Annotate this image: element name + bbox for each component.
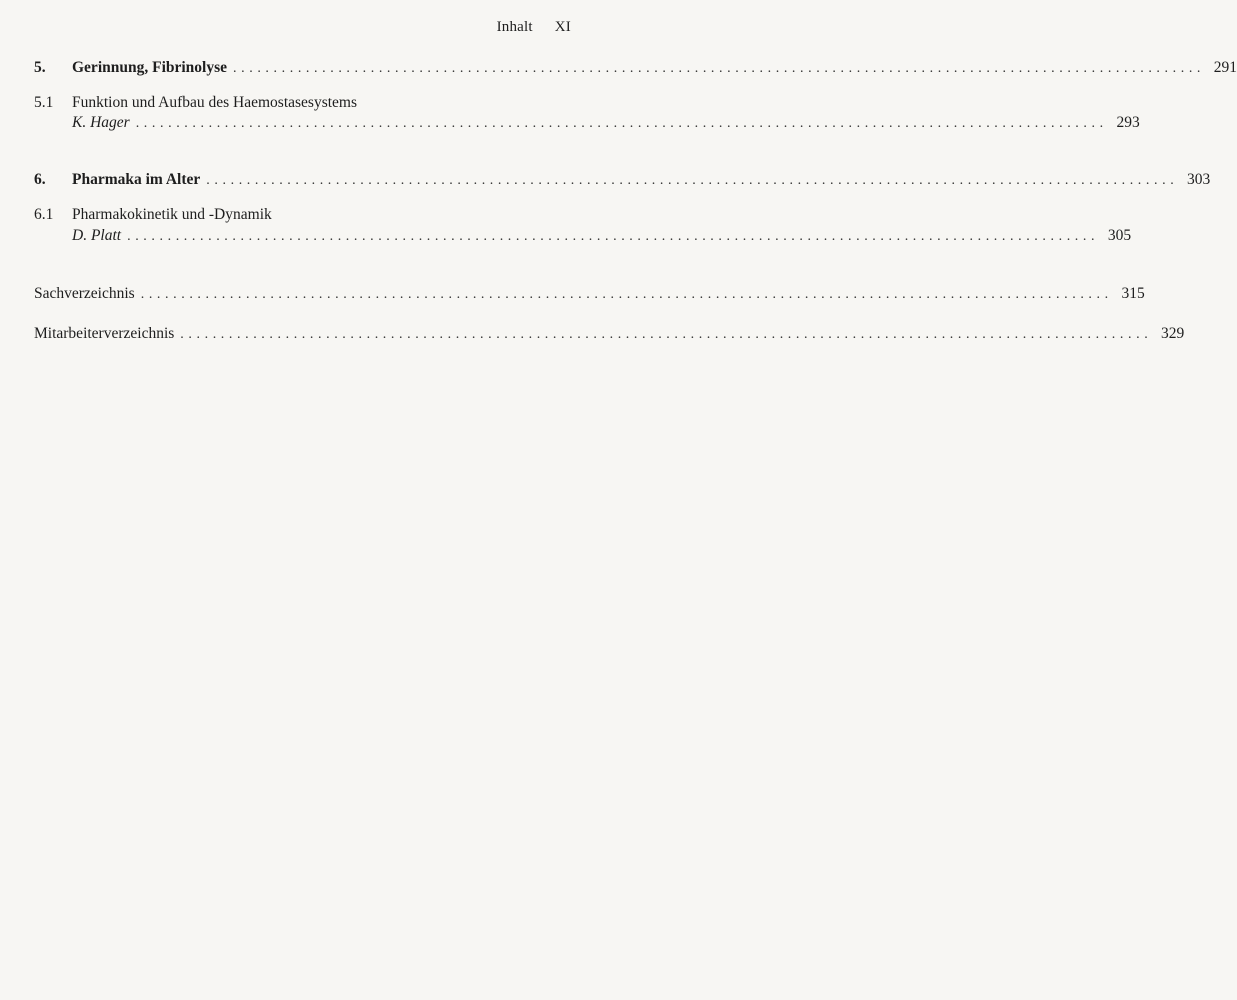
- toc-entry-page: 303: [1187, 171, 1211, 188]
- toc-entry-page: 293: [1116, 114, 1140, 131]
- toc-entry-number: 6.1: [34, 206, 54, 223]
- dot-leader: ........................................................................................................................: [127, 229, 1100, 244]
- running-head-page-number: XI: [554, 19, 571, 35]
- dot-leader: ........................................................................................................................: [140, 287, 1113, 302]
- toc-entry-title: Gerinnung, Fibrinolyse: [72, 59, 228, 76]
- toc-entry-title: Pharmakokinetik und -Dynamik: [72, 206, 272, 223]
- toc-entry-chapter-5: [34, 58, 1237, 78]
- toc-entry-number: 5.: [34, 59, 46, 76]
- dot-leader: ........................................................................................................................: [180, 327, 1153, 342]
- dot-leader: ........................................................................................................................: [206, 173, 1179, 188]
- toc-entry-title: Funktion und Aufbau des Haemostasesystems: [72, 94, 358, 111]
- toc-entry-page: 315: [1121, 285, 1145, 302]
- toc-entry-author-5-1: [34, 113, 1140, 133]
- dot-leader: ........................................................................................................................: [135, 116, 1108, 131]
- toc-entry-contributors: [34, 324, 1185, 344]
- toc-entry-title: Sachverzeichnis: [34, 285, 135, 302]
- toc-entry-chapter-6: [34, 170, 1211, 190]
- toc-entry-author-6-1: [34, 226, 1132, 246]
- toc-entry-number: 6.: [34, 171, 46, 188]
- toc-entry-page: 291: [1213, 59, 1237, 76]
- toc-entry-subject-index: [34, 284, 1145, 304]
- toc-entry-number: 5.1: [34, 94, 54, 111]
- toc-entry-section-5-1: [34, 93, 572, 113]
- dot-leader: ........................................................................................................................: [233, 61, 1206, 76]
- toc-entry-title: Pharmaka im Alter: [72, 171, 201, 188]
- toc-entry-author: D. Platt: [72, 227, 122, 244]
- toc-entry-page: 329: [1161, 325, 1185, 342]
- running-head: [497, 19, 571, 36]
- toc-entry-page: 305: [1107, 227, 1132, 244]
- toc-entry-author: K. Hager: [72, 114, 130, 131]
- running-head-section: Inhalt: [496, 19, 533, 35]
- toc-entry-title: Mitarbeiterverzeichnis: [34, 325, 175, 342]
- toc-entry-section-6-1: [34, 205, 572, 225]
